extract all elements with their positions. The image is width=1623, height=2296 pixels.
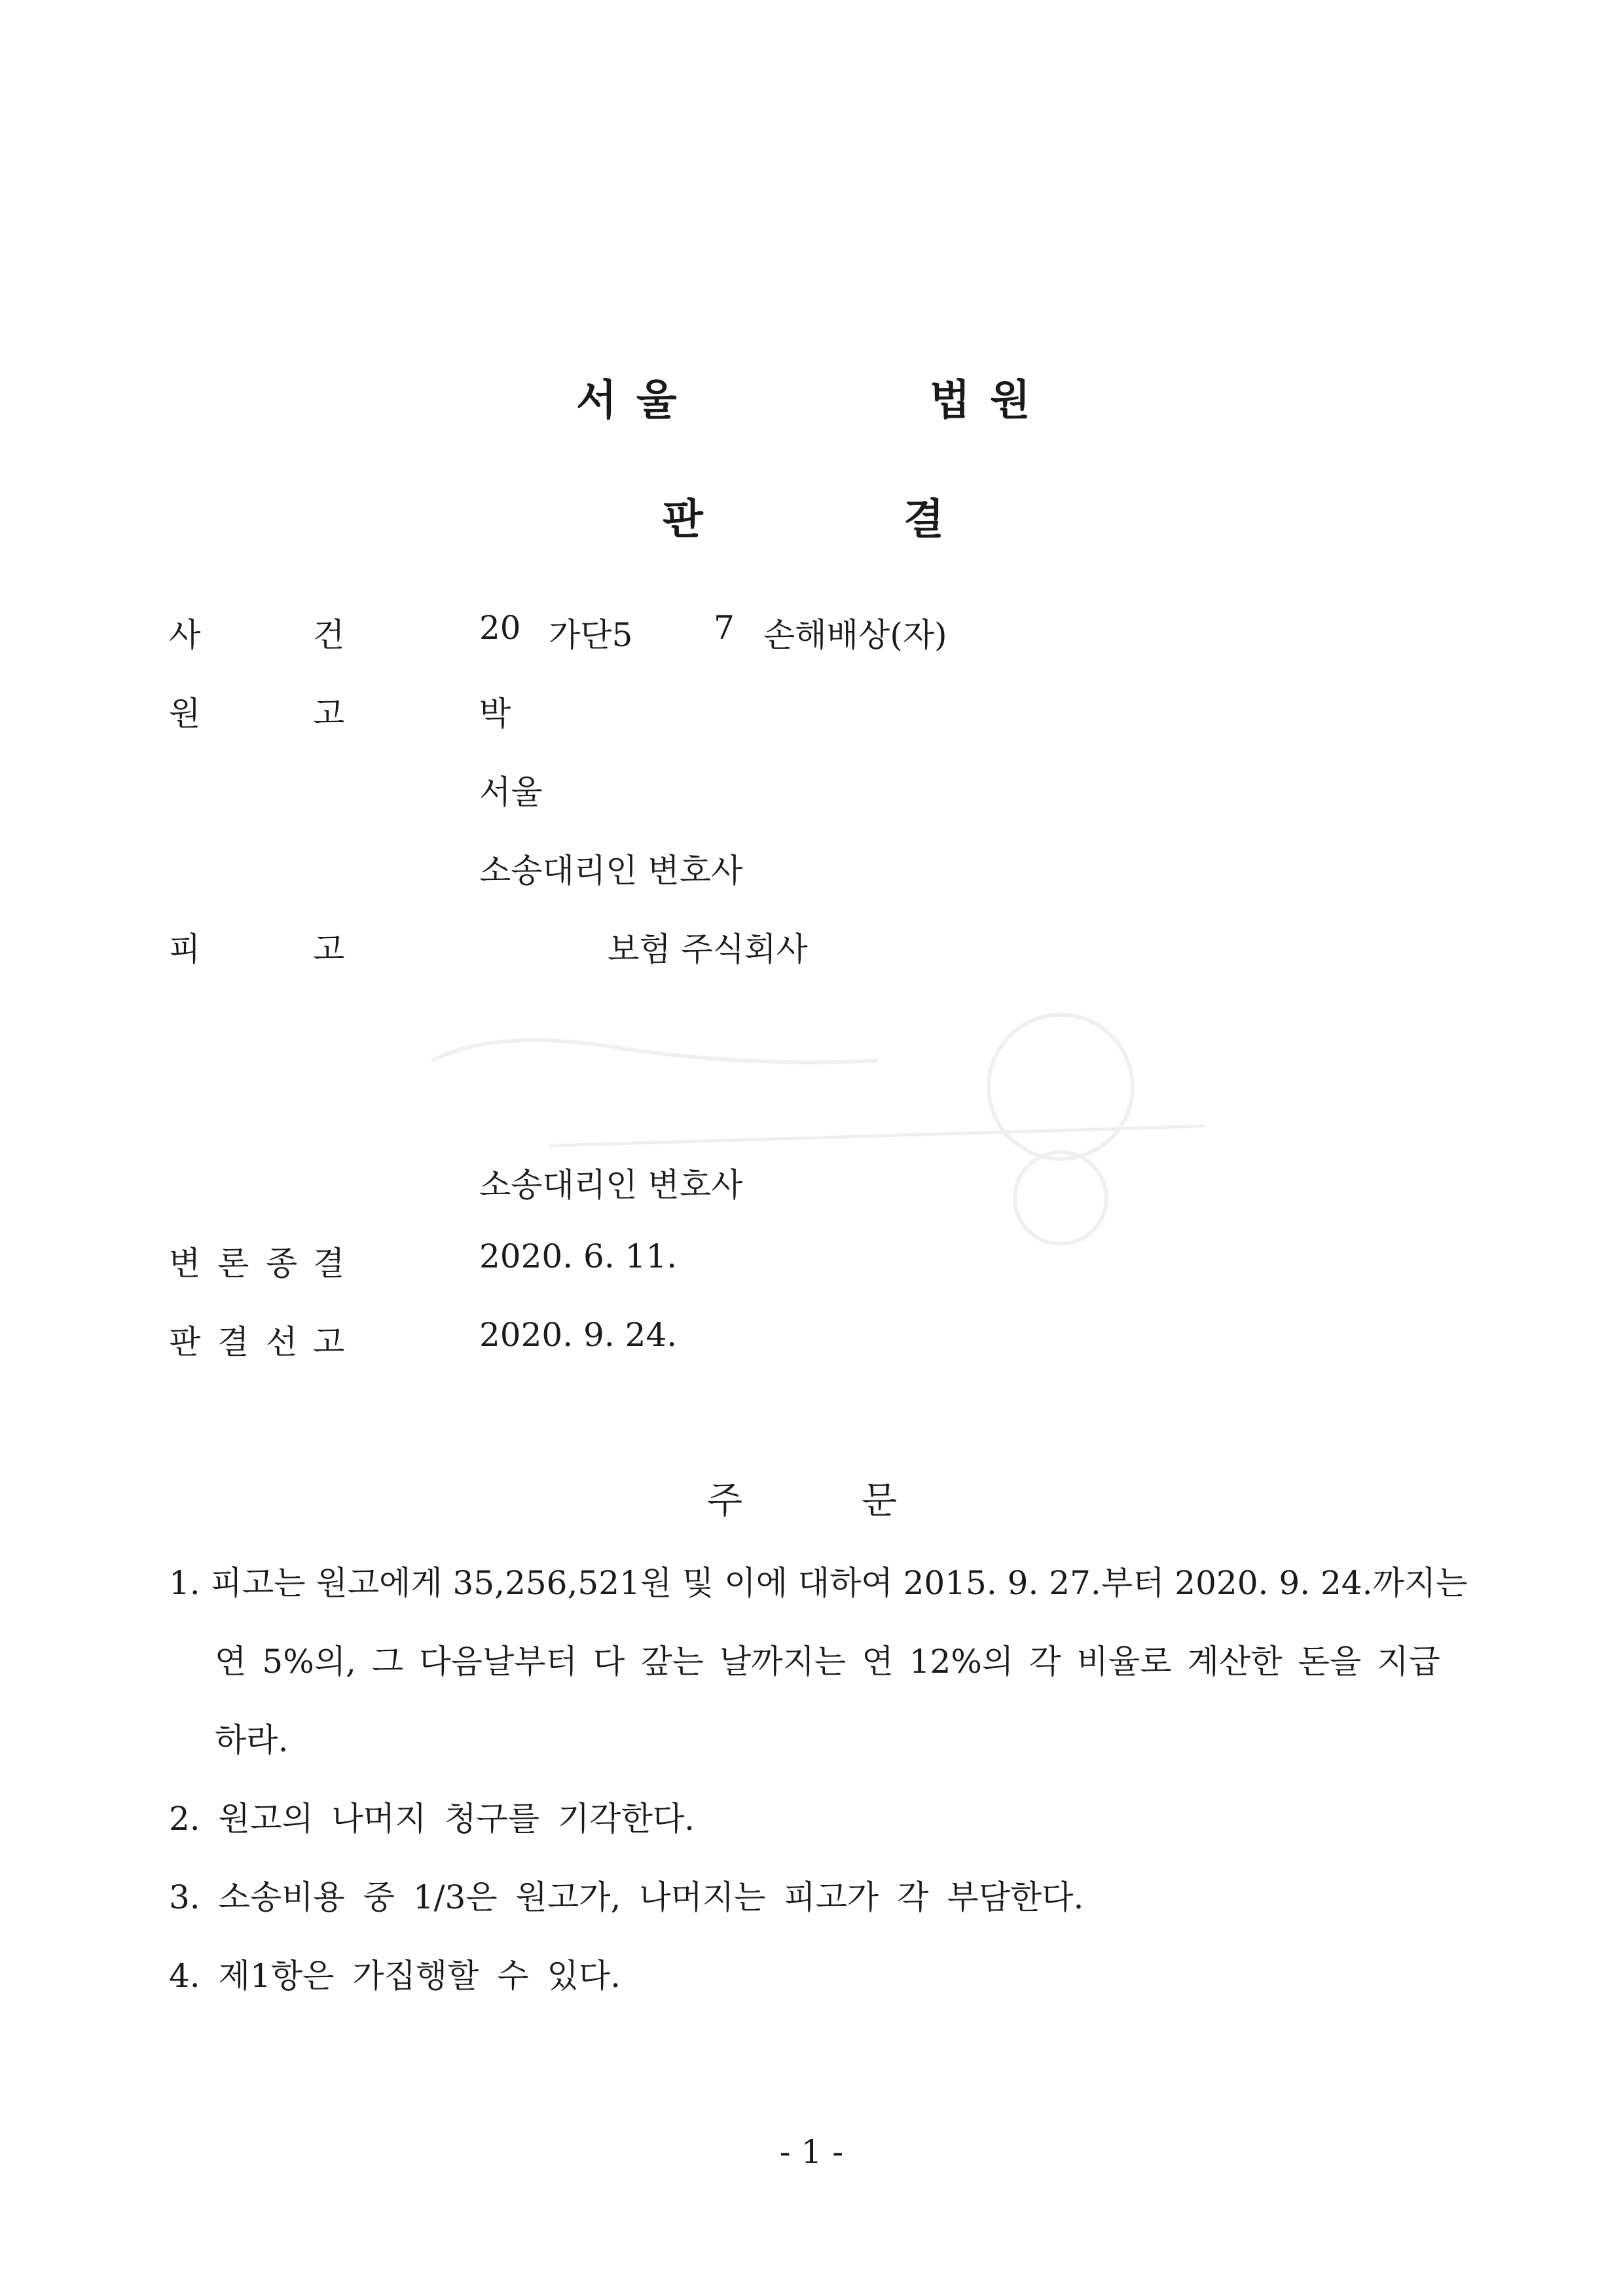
plaintiff-label-1: 원 <box>169 695 201 733</box>
sentence-date: 2020. 9. 24. <box>479 1316 678 1354</box>
defendant-name: 보험 주식회사 <box>608 930 808 968</box>
plaintiff-name: 박 <box>479 695 511 733</box>
sentence-label-2: 결 <box>217 1323 249 1361</box>
case-number-year: 20 <box>479 609 521 647</box>
sentence-label-3: 선 <box>266 1323 298 1361</box>
defendant-label-2: 고 <box>313 930 345 968</box>
title-left: 판 <box>663 496 703 544</box>
page-number: - 1 - <box>779 2133 844 2171</box>
order-item-4: 4. 제1항은 가집행할 수 있다. <box>169 1957 621 1995</box>
defendant-attorney: 소송대리인 변호사 <box>479 1166 743 1204</box>
plaintiff-attorney: 소송대리인 변호사 <box>479 852 743 890</box>
order-heading-left: 주 <box>707 1480 743 1522</box>
court-seal-icon <box>419 1002 1205 1250</box>
title-right: 결 <box>903 496 944 544</box>
case-label-1: 사 <box>169 616 201 654</box>
plaintiff-label-2: 고 <box>313 695 345 733</box>
order-item-1-line-1: 1. 피고는 원고에게 35,256,521원 및 이에 대하여 2015. 9. 27.부터 2020. 9. 24.까지는 <box>169 1564 1468 1602</box>
court-name-left: 서울 <box>576 376 697 425</box>
sentence-label-4: 고 <box>313 1323 345 1361</box>
court-name-right: 법원 <box>930 376 1050 425</box>
case-label-2: 건 <box>313 616 345 654</box>
closing-label-1: 변 <box>169 1245 201 1283</box>
order-item-1-line-3: 하라. <box>215 1721 289 1759</box>
case-number-type: 가단5 <box>549 616 633 654</box>
closing-label-2: 론 <box>217 1245 249 1283</box>
order-item-3: 3. 소송비용 중 1/3은 원고가, 나머지는 피고가 각 부담한다. <box>169 1878 1084 1916</box>
order-item-1-line-2: 연 5%의, 그 다음날부터 다 갚는 날까지는 연 12%의 각 비율로 계산한 돈을 지급 <box>215 1643 1440 1681</box>
defendant-label-1: 피 <box>169 930 201 968</box>
plaintiff-address: 서울 <box>479 773 543 811</box>
case-name: 손해배상(자) <box>763 616 947 654</box>
order-heading-right: 문 <box>862 1480 898 1522</box>
order-item-2: 2. 원고의 나머지 청구를 기각한다. <box>169 1800 695 1838</box>
closing-date: 2020. 6. 11. <box>479 1237 678 1275</box>
sentence-label-1: 판 <box>169 1323 201 1361</box>
closing-label-4: 결 <box>313 1245 345 1283</box>
case-number-tail: 7 <box>714 609 735 647</box>
closing-label-3: 종 <box>266 1245 298 1283</box>
